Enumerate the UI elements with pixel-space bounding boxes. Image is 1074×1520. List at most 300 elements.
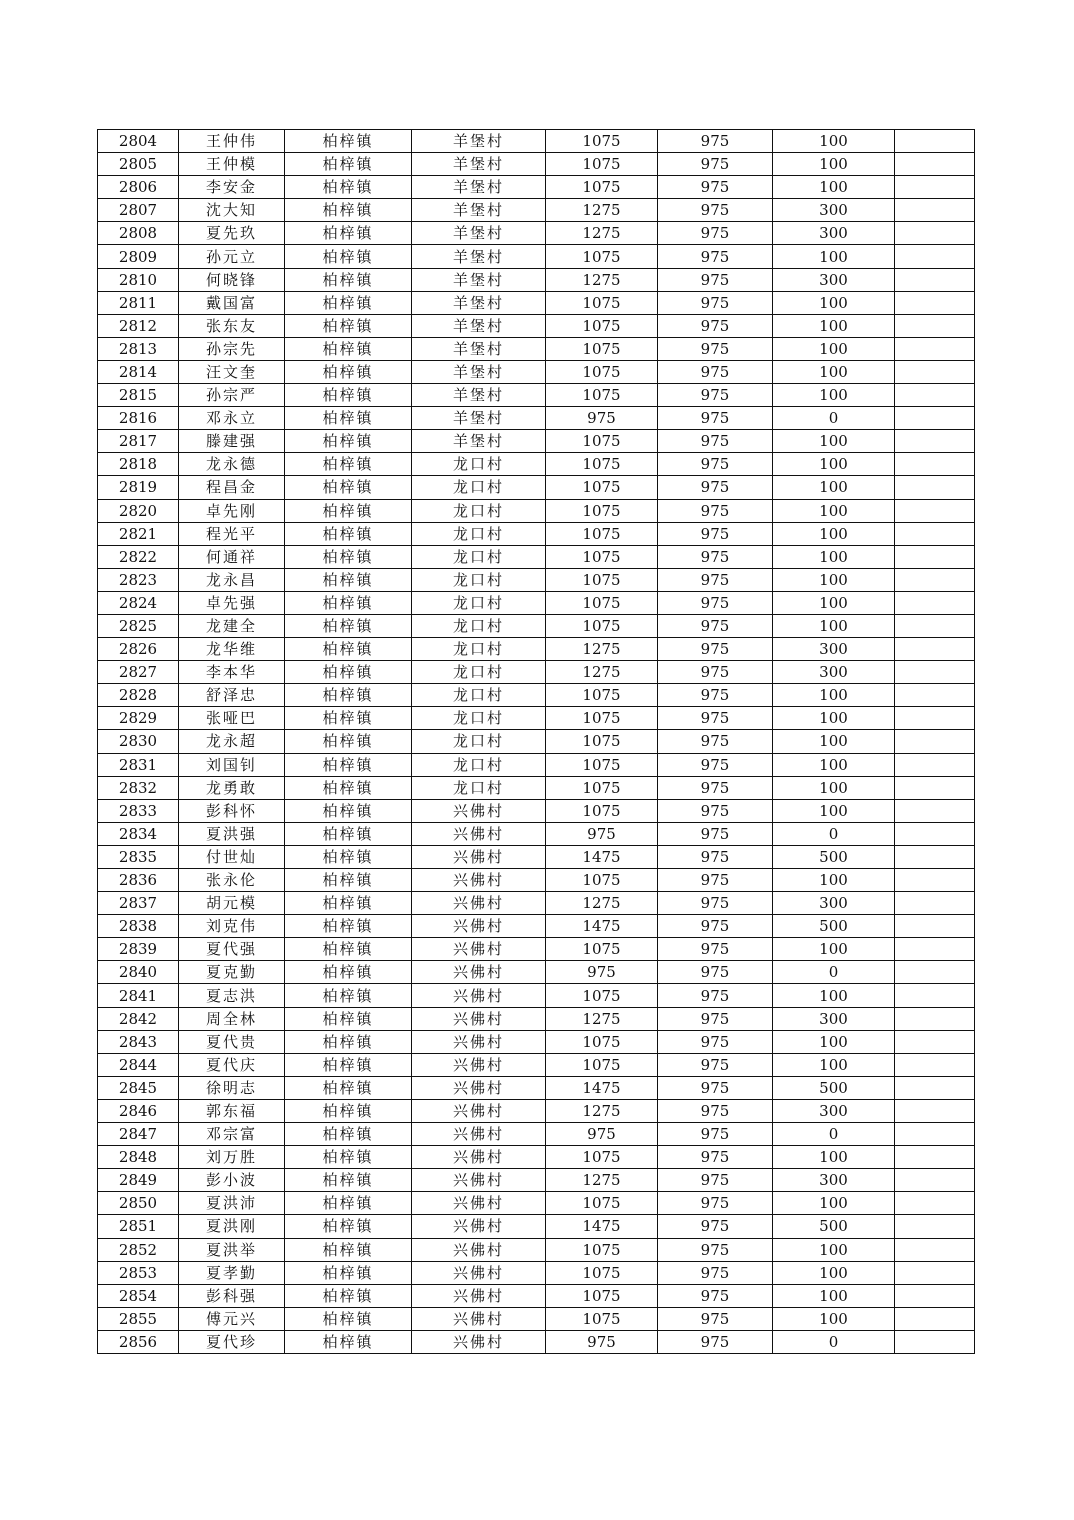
difference-cell: 300: [773, 892, 895, 915]
name-cell: 李本华: [179, 661, 285, 684]
town-cell: 柏梓镇: [285, 337, 412, 360]
row-number-cell: 2814: [98, 360, 179, 383]
note-cell: [895, 1030, 975, 1053]
amount-a-cell: 1075: [546, 1146, 658, 1169]
town-cell: 柏梓镇: [285, 591, 412, 614]
row-number-cell: 2848: [98, 1146, 179, 1169]
village-cell: 羊堡村: [412, 222, 546, 245]
table-row: [98, 915, 975, 938]
village-cell: 羊堡村: [412, 130, 546, 153]
row-number-cell: 2849: [98, 1169, 179, 1192]
amount-a-cell: 1275: [546, 1099, 658, 1122]
row-number-cell: 2856: [98, 1330, 179, 1353]
note-cell: [895, 684, 975, 707]
table-row: [98, 892, 975, 915]
name-cell: 程光平: [179, 522, 285, 545]
row-number-cell: 2837: [98, 892, 179, 915]
table-row: [98, 591, 975, 614]
village-cell: 兴佛村: [412, 1307, 546, 1330]
amount-a-cell: 1075: [546, 476, 658, 499]
row-number-cell: 2829: [98, 707, 179, 730]
amount-b-cell: 975: [658, 638, 773, 661]
name-cell: 夏志洪: [179, 984, 285, 1007]
amount-b-cell: 975: [658, 661, 773, 684]
table-row: [98, 1330, 975, 1353]
village-cell: 龙口村: [412, 453, 546, 476]
amount-b-cell: 975: [658, 337, 773, 360]
amount-b-cell: 975: [658, 1238, 773, 1261]
village-cell: 羊堡村: [412, 245, 546, 268]
amount-a-cell: 1075: [546, 176, 658, 199]
difference-cell: 100: [773, 430, 895, 453]
amount-b-cell: 975: [658, 1030, 773, 1053]
amount-a-cell: 1275: [546, 1169, 658, 1192]
table-row: [98, 1053, 975, 1076]
name-cell: 戴国富: [179, 291, 285, 314]
note-cell: [895, 453, 975, 476]
town-cell: 柏梓镇: [285, 684, 412, 707]
amount-b-cell: 975: [658, 892, 773, 915]
town-cell: 柏梓镇: [285, 430, 412, 453]
table-row: [98, 638, 975, 661]
amount-a-cell: 975: [546, 822, 658, 845]
difference-cell: 100: [773, 499, 895, 522]
row-number-cell: 2841: [98, 984, 179, 1007]
row-number-cell: 2843: [98, 1030, 179, 1053]
amount-b-cell: 975: [658, 822, 773, 845]
table-row: [98, 499, 975, 522]
row-number-cell: 2825: [98, 614, 179, 637]
table-row: [98, 476, 975, 499]
note-cell: [895, 1284, 975, 1307]
name-cell: 刘万胜: [179, 1146, 285, 1169]
difference-cell: 100: [773, 1030, 895, 1053]
town-cell: 柏梓镇: [285, 130, 412, 153]
village-cell: 羊堡村: [412, 153, 546, 176]
town-cell: 柏梓镇: [285, 314, 412, 337]
town-cell: 柏梓镇: [285, 984, 412, 1007]
name-cell: 龙永德: [179, 453, 285, 476]
village-cell: 龙口村: [412, 776, 546, 799]
table-row: [98, 1169, 975, 1192]
amount-a-cell: 1475: [546, 845, 658, 868]
name-cell: 龙建全: [179, 614, 285, 637]
town-cell: 柏梓镇: [285, 938, 412, 961]
difference-cell: 500: [773, 1076, 895, 1099]
village-cell: 兴佛村: [412, 938, 546, 961]
note-cell: [895, 430, 975, 453]
table-row: [98, 1238, 975, 1261]
town-cell: 柏梓镇: [285, 1284, 412, 1307]
table-row: [98, 1007, 975, 1030]
name-cell: 夏洪举: [179, 1238, 285, 1261]
amount-a-cell: 1075: [546, 1307, 658, 1330]
difference-cell: 100: [773, 337, 895, 360]
row-number-cell: 2812: [98, 314, 179, 337]
town-cell: 柏梓镇: [285, 407, 412, 430]
village-cell: 兴佛村: [412, 1330, 546, 1353]
town-cell: 柏梓镇: [285, 1307, 412, 1330]
village-cell: 龙口村: [412, 753, 546, 776]
town-cell: 柏梓镇: [285, 1238, 412, 1261]
village-cell: 羊堡村: [412, 268, 546, 291]
town-cell: 柏梓镇: [285, 176, 412, 199]
row-number-cell: 2826: [98, 638, 179, 661]
row-number-cell: 2828: [98, 684, 179, 707]
row-number-cell: 2827: [98, 661, 179, 684]
amount-b-cell: 975: [658, 430, 773, 453]
note-cell: [895, 915, 975, 938]
amount-a-cell: 1075: [546, 1192, 658, 1215]
name-cell: 龙勇敢: [179, 776, 285, 799]
amount-a-cell: 1075: [546, 1030, 658, 1053]
amount-b-cell: 975: [658, 1192, 773, 1215]
difference-cell: 100: [773, 869, 895, 892]
amount-b-cell: 975: [658, 614, 773, 637]
amount-b-cell: 975: [658, 1053, 773, 1076]
amount-b-cell: 975: [658, 1123, 773, 1146]
town-cell: 柏梓镇: [285, 1330, 412, 1353]
amount-a-cell: 1275: [546, 268, 658, 291]
difference-cell: 100: [773, 753, 895, 776]
village-cell: 龙口村: [412, 707, 546, 730]
town-cell: 柏梓镇: [285, 1030, 412, 1053]
amount-a-cell: 1075: [546, 153, 658, 176]
row-number-cell: 2850: [98, 1192, 179, 1215]
row-number-cell: 2847: [98, 1123, 179, 1146]
note-cell: [895, 845, 975, 868]
note-cell: [895, 545, 975, 568]
row-number-cell: 2845: [98, 1076, 179, 1099]
difference-cell: 100: [773, 476, 895, 499]
note-cell: [895, 1330, 975, 1353]
name-cell: 孙宗先: [179, 337, 285, 360]
village-cell: 兴佛村: [412, 892, 546, 915]
amount-a-cell: 1075: [546, 1238, 658, 1261]
table-row: [98, 407, 975, 430]
town-cell: 柏梓镇: [285, 153, 412, 176]
row-number-cell: 2824: [98, 591, 179, 614]
village-cell: 兴佛村: [412, 1146, 546, 1169]
amount-a-cell: 1275: [546, 1007, 658, 1030]
amount-b-cell: 975: [658, 499, 773, 522]
row-number-cell: 2811: [98, 291, 179, 314]
table-row: [98, 822, 975, 845]
amount-a-cell: 975: [546, 407, 658, 430]
village-cell: 羊堡村: [412, 337, 546, 360]
table-row: [98, 614, 975, 637]
note-cell: [895, 245, 975, 268]
amount-b-cell: 975: [658, 1215, 773, 1238]
town-cell: 柏梓镇: [285, 291, 412, 314]
table-row: [98, 176, 975, 199]
amount-a-cell: 1075: [546, 314, 658, 337]
name-cell: 刘国钊: [179, 753, 285, 776]
table-row: [98, 545, 975, 568]
village-cell: 羊堡村: [412, 430, 546, 453]
note-cell: [895, 522, 975, 545]
difference-cell: 100: [773, 730, 895, 753]
town-cell: 柏梓镇: [285, 776, 412, 799]
amount-b-cell: 975: [658, 453, 773, 476]
note-cell: [895, 199, 975, 222]
note-cell: [895, 153, 975, 176]
difference-cell: 100: [773, 1192, 895, 1215]
table-row: [98, 222, 975, 245]
note-cell: [895, 1261, 975, 1284]
town-cell: 柏梓镇: [285, 961, 412, 984]
row-number-cell: 2833: [98, 799, 179, 822]
amount-a-cell: 975: [546, 961, 658, 984]
name-cell: 夏孝勤: [179, 1261, 285, 1284]
town-cell: 柏梓镇: [285, 360, 412, 383]
name-cell: 彭小波: [179, 1169, 285, 1192]
table-row: [98, 153, 975, 176]
table-row: [98, 1099, 975, 1122]
town-cell: 柏梓镇: [285, 1261, 412, 1284]
table-row: [98, 314, 975, 337]
town-cell: 柏梓镇: [285, 1169, 412, 1192]
name-cell: 程昌金: [179, 476, 285, 499]
note-cell: [895, 661, 975, 684]
note-cell: [895, 1123, 975, 1146]
amount-b-cell: 975: [658, 360, 773, 383]
row-number-cell: 2816: [98, 407, 179, 430]
amount-a-cell: 1075: [546, 707, 658, 730]
difference-cell: 100: [773, 799, 895, 822]
amount-b-cell: 975: [658, 1076, 773, 1099]
amount-a-cell: 1475: [546, 1215, 658, 1238]
amount-b-cell: 975: [658, 753, 773, 776]
row-number-cell: 2842: [98, 1007, 179, 1030]
name-cell: 汪文奎: [179, 360, 285, 383]
row-number-cell: 2804: [98, 130, 179, 153]
table-row: [98, 984, 975, 1007]
table-row: [98, 268, 975, 291]
amount-a-cell: 1075: [546, 730, 658, 753]
amount-a-cell: 1275: [546, 638, 658, 661]
amount-a-cell: 1075: [546, 337, 658, 360]
difference-cell: 100: [773, 1238, 895, 1261]
amount-a-cell: 1075: [546, 1261, 658, 1284]
amount-b-cell: 975: [658, 591, 773, 614]
town-cell: 柏梓镇: [285, 568, 412, 591]
amount-a-cell: 1075: [546, 430, 658, 453]
note-cell: [895, 1238, 975, 1261]
name-cell: 彭科强: [179, 1284, 285, 1307]
row-number-cell: 2820: [98, 499, 179, 522]
town-cell: 柏梓镇: [285, 799, 412, 822]
table-row: [98, 845, 975, 868]
table-row: [98, 730, 975, 753]
difference-cell: 100: [773, 614, 895, 637]
amount-b-cell: 975: [658, 915, 773, 938]
note-cell: [895, 638, 975, 661]
note-cell: [895, 1007, 975, 1030]
village-cell: 羊堡村: [412, 199, 546, 222]
amount-b-cell: 975: [658, 776, 773, 799]
name-cell: 舒泽忠: [179, 684, 285, 707]
note-cell: [895, 384, 975, 407]
amount-a-cell: 1075: [546, 984, 658, 1007]
difference-cell: 500: [773, 845, 895, 868]
name-cell: 夏洪刚: [179, 1215, 285, 1238]
table-row: [98, 776, 975, 799]
note-cell: [895, 291, 975, 314]
table-row: [98, 291, 975, 314]
name-cell: 龙永超: [179, 730, 285, 753]
difference-cell: 100: [773, 453, 895, 476]
table-row: [98, 1146, 975, 1169]
note-cell: [895, 130, 975, 153]
row-number-cell: 2809: [98, 245, 179, 268]
amount-b-cell: 975: [658, 245, 773, 268]
difference-cell: 100: [773, 314, 895, 337]
difference-cell: 500: [773, 915, 895, 938]
name-cell: 邓永立: [179, 407, 285, 430]
village-cell: 兴佛村: [412, 1192, 546, 1215]
village-cell: 兴佛村: [412, 1169, 546, 1192]
table-row: [98, 684, 975, 707]
note-cell: [895, 730, 975, 753]
amount-b-cell: 975: [658, 707, 773, 730]
difference-cell: 100: [773, 245, 895, 268]
amount-b-cell: 975: [658, 545, 773, 568]
name-cell: 张永伦: [179, 869, 285, 892]
difference-cell: 100: [773, 938, 895, 961]
difference-cell: 0: [773, 961, 895, 984]
difference-cell: 100: [773, 360, 895, 383]
name-cell: 卓先刚: [179, 499, 285, 522]
town-cell: 柏梓镇: [285, 1146, 412, 1169]
town-cell: 柏梓镇: [285, 1099, 412, 1122]
name-cell: 张哑巴: [179, 707, 285, 730]
amount-b-cell: 975: [658, 176, 773, 199]
row-number-cell: 2823: [98, 568, 179, 591]
name-cell: 沈大知: [179, 199, 285, 222]
name-cell: 龙华维: [179, 638, 285, 661]
name-cell: 孙宗严: [179, 384, 285, 407]
difference-cell: 0: [773, 1123, 895, 1146]
note-cell: [895, 407, 975, 430]
row-number-cell: 2805: [98, 153, 179, 176]
amount-b-cell: 975: [658, 568, 773, 591]
amount-a-cell: 975: [546, 1330, 658, 1353]
town-cell: 柏梓镇: [285, 638, 412, 661]
village-cell: 兴佛村: [412, 1099, 546, 1122]
note-cell: [895, 1169, 975, 1192]
village-cell: 兴佛村: [412, 869, 546, 892]
village-cell: 龙口村: [412, 499, 546, 522]
row-number-cell: 2851: [98, 1215, 179, 1238]
amount-a-cell: 1075: [546, 684, 658, 707]
town-cell: 柏梓镇: [285, 1192, 412, 1215]
note-cell: [895, 938, 975, 961]
village-cell: 羊堡村: [412, 360, 546, 383]
amount-b-cell: 975: [658, 799, 773, 822]
table-row: [98, 799, 975, 822]
amount-b-cell: 975: [658, 384, 773, 407]
table-row: [98, 1261, 975, 1284]
town-cell: 柏梓镇: [285, 1076, 412, 1099]
note-cell: [895, 591, 975, 614]
row-number-cell: 2840: [98, 961, 179, 984]
town-cell: 柏梓镇: [285, 1215, 412, 1238]
note-cell: [895, 707, 975, 730]
difference-cell: 300: [773, 1099, 895, 1122]
amount-b-cell: 975: [658, 291, 773, 314]
note-cell: [895, 222, 975, 245]
name-cell: 孙元立: [179, 245, 285, 268]
town-cell: 柏梓镇: [285, 1053, 412, 1076]
note-cell: [895, 1076, 975, 1099]
difference-cell: 100: [773, 545, 895, 568]
name-cell: 夏先玖: [179, 222, 285, 245]
town-cell: 柏梓镇: [285, 222, 412, 245]
row-number-cell: 2815: [98, 384, 179, 407]
name-cell: 王仲模: [179, 153, 285, 176]
amount-a-cell: 1075: [546, 568, 658, 591]
amount-b-cell: 975: [658, 314, 773, 337]
town-cell: 柏梓镇: [285, 476, 412, 499]
note-cell: [895, 869, 975, 892]
table-row: [98, 1215, 975, 1238]
name-cell: 何晓锋: [179, 268, 285, 291]
name-cell: 何通祥: [179, 545, 285, 568]
amount-a-cell: 1075: [546, 1284, 658, 1307]
name-cell: 付世灿: [179, 845, 285, 868]
table-row: [98, 938, 975, 961]
difference-cell: 300: [773, 268, 895, 291]
table-row: [98, 453, 975, 476]
amount-a-cell: 1075: [546, 545, 658, 568]
town-cell: 柏梓镇: [285, 614, 412, 637]
row-number-cell: 2834: [98, 822, 179, 845]
row-number-cell: 2806: [98, 176, 179, 199]
difference-cell: 100: [773, 1053, 895, 1076]
difference-cell: 300: [773, 222, 895, 245]
difference-cell: 0: [773, 407, 895, 430]
amount-b-cell: 975: [658, 268, 773, 291]
amount-a-cell: 1075: [546, 938, 658, 961]
village-cell: 羊堡村: [412, 176, 546, 199]
town-cell: 柏梓镇: [285, 453, 412, 476]
amount-a-cell: 1075: [546, 799, 658, 822]
row-number-cell: 2810: [98, 268, 179, 291]
difference-cell: 300: [773, 199, 895, 222]
note-cell: [895, 1215, 975, 1238]
town-cell: 柏梓镇: [285, 1007, 412, 1030]
amount-a-cell: 1075: [546, 499, 658, 522]
note-cell: [895, 568, 975, 591]
table-row: [98, 130, 975, 153]
difference-cell: 100: [773, 1284, 895, 1307]
name-cell: 张东友: [179, 314, 285, 337]
row-number-cell: 2821: [98, 522, 179, 545]
amount-a-cell: 1075: [546, 360, 658, 383]
name-cell: 郭东福: [179, 1099, 285, 1122]
town-cell: 柏梓镇: [285, 522, 412, 545]
name-cell: 邓宗富: [179, 1123, 285, 1146]
difference-cell: 100: [773, 591, 895, 614]
town-cell: 柏梓镇: [285, 730, 412, 753]
amount-b-cell: 975: [658, 938, 773, 961]
amount-a-cell: 1475: [546, 1076, 658, 1099]
difference-cell: 500: [773, 1215, 895, 1238]
village-cell: 兴佛村: [412, 1076, 546, 1099]
name-cell: 龙永昌: [179, 568, 285, 591]
row-number-cell: 2808: [98, 222, 179, 245]
